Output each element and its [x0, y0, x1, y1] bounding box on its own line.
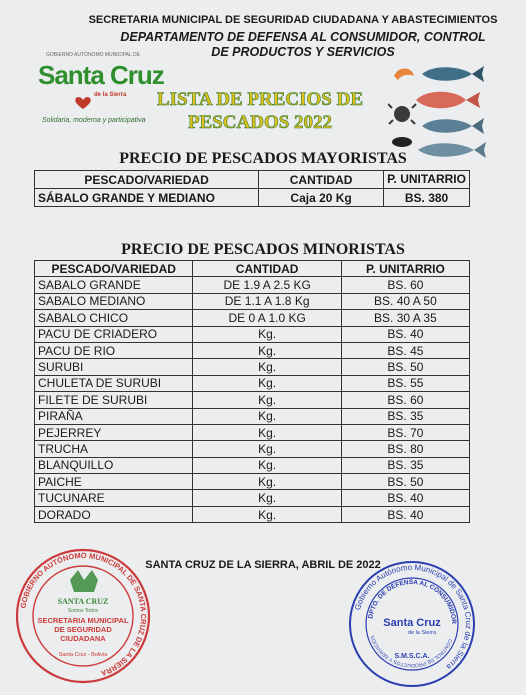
- col-unit-price: P. UNITARRIO: [341, 261, 469, 277]
- table-row: [35, 375, 470, 391]
- cell-fish: FILETE DE SURUBI: [35, 392, 193, 408]
- cell-quantity: Kg.: [193, 490, 341, 506]
- wholesale-section-title: PRECIO DE PESCADOS MAYORISTAS: [119, 150, 407, 167]
- cell-price: BS. 45: [341, 342, 469, 358]
- logo-sub: de la Sierra: [94, 92, 127, 98]
- place-date: SANTA CRUZ DE LA SIERRA, ABRIL DE 2022: [145, 559, 381, 571]
- seal-left-ring-text: GOBIERNO AUTÓNOMO MUNICIPAL DE SANTA CRUZ DE LA SIERRA: [18, 550, 149, 678]
- cell-fish: SURUBI: [35, 359, 193, 375]
- col-fish-variety: PESCADO/VARIEDAD: [35, 261, 193, 277]
- seal-right-ring-text: Gobierno Autónomo Municipal de Santa Cruz de la Sierra: [352, 562, 474, 672]
- table-row: [35, 441, 470, 457]
- seal-left-line3: CIUDADANA: [60, 634, 106, 643]
- col-fish-variety: PESCADO/VARIEDAD: [35, 171, 259, 189]
- seal-left-bottom: Santa Cruz - Bolivia: [58, 652, 108, 658]
- seal-left-line1: SECRETARIA MUNICIPAL: [37, 616, 129, 625]
- cell-price: BS. 80: [341, 441, 469, 457]
- table-row: [35, 392, 470, 408]
- cell-price: BS. 50: [341, 474, 469, 490]
- table-row: [35, 293, 470, 309]
- cell-quantity: Caja 20 Kg: [259, 189, 384, 207]
- cell-quantity: Kg.: [193, 457, 341, 473]
- table-row: [35, 359, 470, 375]
- cell-quantity: DE 1.9 A 2.5 KG: [193, 277, 341, 293]
- consumer-defense-seal-stamp: [344, 558, 480, 688]
- table-row: [35, 506, 470, 522]
- retail-section-title: PRECIO DE PESCADOS MINORISTAS: [121, 241, 405, 258]
- cell-fish: PACU DE CRIADERO: [35, 326, 193, 342]
- cell-quantity: DE 1.1 A 1.8 Kg: [193, 293, 341, 309]
- cell-price: BS. 60: [341, 277, 469, 293]
- col-quantity: CANTIDAD: [259, 171, 384, 189]
- cell-price: BS. 40: [341, 490, 469, 506]
- table-row: [35, 189, 470, 207]
- table-row: [35, 342, 470, 358]
- header-secretariat: SECRETARIA MUNICIPAL DE SEGURIDAD CIUDADANA Y ABASTECIMIENTOS: [88, 14, 498, 26]
- cell-quantity: Kg.: [193, 326, 341, 342]
- cell-price: BS. 60: [341, 392, 469, 408]
- cell-quantity: Kg.: [193, 359, 341, 375]
- logo-top-text: GOBIERNO AUTÓNOMO MUNICIPAL DE: [46, 52, 140, 58]
- logo-slogan: Solidaria, moderna y participativa: [42, 117, 146, 124]
- seal-right-inner-ring2: CONTROL DE PRODUCTOS Y SERVICIOS: [369, 634, 453, 669]
- seafood-illustration-icon: [388, 62, 488, 162]
- header-department-line1: DEPARTAMENTO DE DEFENSA AL CONSUMIDOR, CONTROL: [120, 30, 486, 44]
- heart-icon: [74, 96, 92, 110]
- retail-price-table: [34, 260, 470, 523]
- col-unit-price-label: P. UNITARRIO: [387, 172, 466, 186]
- cell-fish: TUCUNARE: [35, 490, 193, 506]
- secretariat-seal-stamp: [8, 546, 158, 686]
- cell-quantity: Kg.: [193, 474, 341, 490]
- cell-fish: SABALO CHICO: [35, 310, 193, 326]
- cell-price: BS. 55: [341, 375, 469, 391]
- seal-left-brand: SANTA CRUZ: [57, 597, 109, 606]
- cell-fish: PAICHE: [35, 474, 193, 490]
- cell-quantity: Kg.: [193, 506, 341, 522]
- header-department-line2: DE PRODUCTOS Y SERVICIOS: [211, 45, 395, 59]
- cell-fish: PACU DE RIO: [35, 342, 193, 358]
- cell-fish: SÁBALO GRANDE Y MEDIANO: [35, 189, 259, 207]
- cell-fish: SABALO GRANDE: [35, 277, 193, 293]
- seal-right-brand-sub: de la Sierra: [407, 630, 437, 636]
- seal-right-brand: Santa Cruz: [383, 617, 441, 629]
- col-quantity: CANTIDAD: [193, 261, 341, 277]
- document-title-line2: PESCADOS 2022: [187, 112, 333, 133]
- cell-quantity: Kg.: [193, 441, 341, 457]
- cell-fish: PEJERREY: [35, 424, 193, 440]
- seal-left-line2: DE SEGURIDAD: [54, 625, 112, 634]
- svg-text:CONTROL DE PRODUCTOS Y SERVICI: [370, 634, 453, 668]
- svg-text:GOBIERNO AUTÓNOMO MUNICIPAL DE: [18, 551, 148, 678]
- cell-price: BS. 40: [341, 326, 469, 342]
- table-row: [35, 457, 470, 473]
- cell-fish: PIRAÑA: [35, 408, 193, 424]
- table-row: [35, 490, 470, 506]
- seal-left-motto: Somos Todos: [67, 608, 99, 614]
- cell-fish: DORADO: [35, 506, 193, 522]
- document-title-line1: LISTA DE PRECIOS DE: [156, 89, 364, 110]
- table-row: [35, 408, 470, 424]
- cell-price: BS. 35: [341, 408, 469, 424]
- table-row: [35, 326, 470, 342]
- cell-fish: BLANQUILLO: [35, 457, 193, 473]
- cell-quantity: Kg.: [193, 408, 341, 424]
- cell-quantity: Kg.: [193, 375, 341, 391]
- cell-price: BS. 70: [341, 424, 469, 440]
- table-header-row: [35, 261, 470, 277]
- cell-price: BS. 30 A 35: [341, 310, 469, 326]
- seal-right-inner-ring: DPTO. DE DEFENSA AL CONSUMIDOR: [367, 578, 458, 625]
- wholesale-price-table: [34, 170, 470, 207]
- table-row: [35, 277, 470, 293]
- cell-fish: SABALO MEDIANO: [35, 293, 193, 309]
- cell-price: BS. 50: [341, 359, 469, 375]
- cell-quantity: Kg.: [193, 392, 341, 408]
- seal-right-code: S.M.S.C.A.: [394, 653, 430, 660]
- cell-quantity: DE 0 A 1.0 KG: [193, 310, 341, 326]
- table-row: [35, 310, 470, 326]
- cell-price: BS. 380: [384, 189, 470, 207]
- cell-fish: CHULETA DE SURUBI: [35, 375, 193, 391]
- table-row: [35, 474, 470, 490]
- cell-price: BS. 40: [341, 506, 469, 522]
- logo-name: Santa Cruz: [38, 60, 164, 90]
- cell-price: BS. 40 A 50: [341, 293, 469, 309]
- col-unit-price: [384, 171, 470, 189]
- table-row: [35, 424, 470, 440]
- cell-quantity: Kg.: [193, 424, 341, 440]
- cell-quantity: Kg.: [193, 342, 341, 358]
- table-header-row: [35, 171, 470, 189]
- cell-fish: TRUCHA: [35, 441, 193, 457]
- cell-price: BS. 35: [341, 457, 469, 473]
